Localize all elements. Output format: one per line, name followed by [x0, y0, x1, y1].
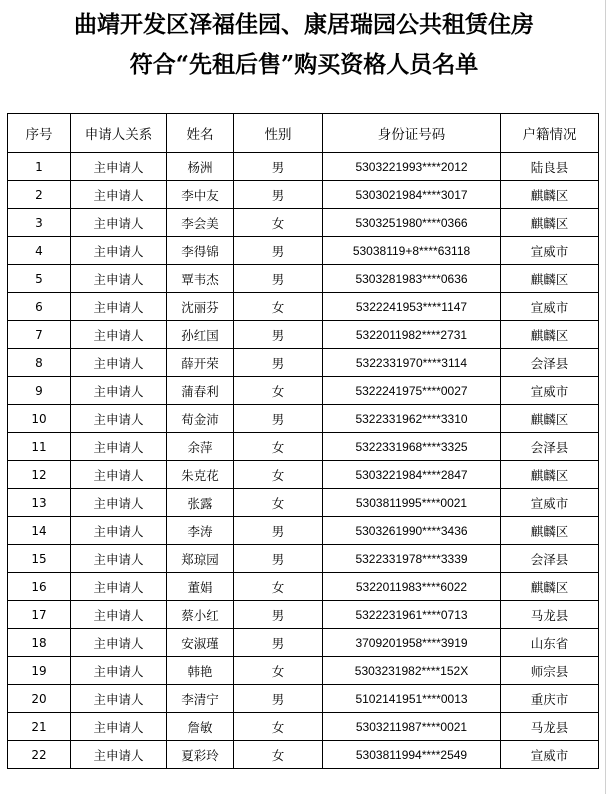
- cell-relation: 主申请人: [71, 405, 167, 433]
- cell-household: 会泽县: [501, 433, 599, 461]
- table-row: [8, 237, 599, 265]
- table-row: [8, 713, 599, 741]
- cell-index: 20: [8, 685, 71, 713]
- table-row: [8, 377, 599, 405]
- header-gender: 性别: [234, 114, 323, 153]
- cell-name: 李会美: [167, 209, 234, 237]
- document-title-line-1: 曲靖开发区泽福佳园、康居瑞园公共租赁住房: [74, 11, 534, 38]
- table-header-row: [8, 114, 599, 153]
- cell-id-number: 5303281983****0636: [323, 265, 501, 293]
- cell-relation: 主申请人: [71, 489, 167, 517]
- table-row: [8, 573, 599, 601]
- cell-gender: 男: [234, 517, 323, 545]
- cell-name: 李清宁: [167, 685, 234, 713]
- cell-household: 陆良县: [501, 153, 599, 181]
- cell-gender: 女: [234, 461, 323, 489]
- cell-gender: 男: [234, 265, 323, 293]
- cell-index: 21: [8, 713, 71, 741]
- cell-gender: 男: [234, 545, 323, 573]
- eligibility-table: [7, 113, 599, 769]
- cell-name: 孙红国: [167, 321, 234, 349]
- cell-id-number: 5303811995****0021: [323, 489, 501, 517]
- cell-household: 麒麟区: [501, 573, 599, 601]
- cell-household: 师宗县: [501, 657, 599, 685]
- cell-id-number: 5303251980****0366: [323, 209, 501, 237]
- cell-id-number: 5303211987****0021: [323, 713, 501, 741]
- header-household: 户籍情况: [501, 114, 599, 153]
- cell-gender: 男: [234, 601, 323, 629]
- cell-relation: 主申请人: [71, 321, 167, 349]
- cell-household: 麒麟区: [501, 265, 599, 293]
- cell-gender: 男: [234, 321, 323, 349]
- cell-gender: 女: [234, 741, 323, 769]
- document-title-line-2: 符合“先租后售”购买资格人员名单: [129, 51, 479, 78]
- cell-household: 马龙县: [501, 601, 599, 629]
- cell-index: 12: [8, 461, 71, 489]
- cell-household: 麒麟区: [501, 461, 599, 489]
- cell-household: 山东省: [501, 629, 599, 657]
- cell-relation: 主申请人: [71, 153, 167, 181]
- cell-index: 1: [8, 153, 71, 181]
- cell-relation: 主申请人: [71, 573, 167, 601]
- cell-id-number: 5303811994****2549: [323, 741, 501, 769]
- cell-relation: 主申请人: [71, 349, 167, 377]
- header-index: 序号: [8, 114, 71, 153]
- cell-name: 韩艳: [167, 657, 234, 685]
- cell-id-number: 5303261990****3436: [323, 517, 501, 545]
- cell-id-number: 3709201958****3919: [323, 629, 501, 657]
- cell-index: 10: [8, 405, 71, 433]
- cell-gender: 女: [234, 573, 323, 601]
- table-row: [8, 349, 599, 377]
- cell-name: 李得锦: [167, 237, 234, 265]
- cell-relation: 主申请人: [71, 657, 167, 685]
- cell-gender: 女: [234, 293, 323, 321]
- cell-household: 麒麟区: [501, 209, 599, 237]
- cell-id-number: 5322241975****0027: [323, 377, 501, 405]
- cell-gender: 男: [234, 349, 323, 377]
- cell-index: 13: [8, 489, 71, 517]
- cell-name: 朱克花: [167, 461, 234, 489]
- cell-id-number: 5322241953****1147: [323, 293, 501, 321]
- cell-id-number: 5322331970****3114: [323, 349, 501, 377]
- cell-id-number: 5102141951****0013: [323, 685, 501, 713]
- cell-index: 9: [8, 377, 71, 405]
- cell-name: 荀金沛: [167, 405, 234, 433]
- cell-index: 3: [8, 209, 71, 237]
- cell-gender: 男: [234, 181, 323, 209]
- cell-relation: 主申请人: [71, 293, 167, 321]
- table-row: [8, 741, 599, 769]
- cell-index: 17: [8, 601, 71, 629]
- cell-name: 郑琼园: [167, 545, 234, 573]
- cell-id-number: 5322231961****0713: [323, 601, 501, 629]
- cell-id-number: 5303221993****2012: [323, 153, 501, 181]
- cell-name: 覃韦杰: [167, 265, 234, 293]
- header-name: 姓名: [167, 114, 234, 153]
- cell-id-number: 53038119+8****63118: [323, 237, 501, 265]
- cell-relation: 主申请人: [71, 629, 167, 657]
- cell-id-number: 5303021984****3017: [323, 181, 501, 209]
- table-row: [8, 545, 599, 573]
- table-row: [8, 153, 599, 181]
- cell-household: 马龙县: [501, 713, 599, 741]
- table-row: [8, 461, 599, 489]
- cell-household: 宣威市: [501, 377, 599, 405]
- table-row: [8, 209, 599, 237]
- cell-gender: 男: [234, 629, 323, 657]
- cell-relation: 主申请人: [71, 265, 167, 293]
- cell-name: 薛开荣: [167, 349, 234, 377]
- cell-gender: 男: [234, 685, 323, 713]
- cell-index: 6: [8, 293, 71, 321]
- cell-name: 蔡小红: [167, 601, 234, 629]
- cell-gender: 女: [234, 657, 323, 685]
- cell-index: 14: [8, 517, 71, 545]
- header-relation: 申请人关系: [71, 114, 167, 153]
- table-row: [8, 321, 599, 349]
- cell-gender: 男: [234, 153, 323, 181]
- cell-gender: 女: [234, 713, 323, 741]
- cell-id-number: 5322011982****2731: [323, 321, 501, 349]
- cell-household: 重庆市: [501, 685, 599, 713]
- cell-index: 2: [8, 181, 71, 209]
- cell-index: 5: [8, 265, 71, 293]
- cell-gender: 女: [234, 377, 323, 405]
- cell-gender: 男: [234, 237, 323, 265]
- cell-household: 麒麟区: [501, 181, 599, 209]
- cell-name: 夏彩玲: [167, 741, 234, 769]
- header-id-number: 身份证号码: [323, 114, 501, 153]
- cell-relation: 主申请人: [71, 601, 167, 629]
- table-row: [8, 685, 599, 713]
- cell-name: 李涛: [167, 517, 234, 545]
- cell-relation: 主申请人: [71, 433, 167, 461]
- cell-gender: 男: [234, 405, 323, 433]
- cell-household: 宣威市: [501, 237, 599, 265]
- table-row: [8, 405, 599, 433]
- cell-household: 会泽县: [501, 349, 599, 377]
- cell-index: 22: [8, 741, 71, 769]
- table-row: [8, 293, 599, 321]
- cell-name: 蒲春利: [167, 377, 234, 405]
- cell-relation: 主申请人: [71, 741, 167, 769]
- cell-name: 张露: [167, 489, 234, 517]
- cell-id-number: 5322331968****3325: [323, 433, 501, 461]
- cell-name: 李中友: [167, 181, 234, 209]
- cell-household: 会泽县: [501, 545, 599, 573]
- cell-id-number: 5322011983****6022: [323, 573, 501, 601]
- cell-index: 19: [8, 657, 71, 685]
- cell-household: 宣威市: [501, 489, 599, 517]
- cell-index: 16: [8, 573, 71, 601]
- cell-name: 詹敏: [167, 713, 234, 741]
- cell-household: 麒麟区: [501, 321, 599, 349]
- cell-id-number: 5322331978****3339: [323, 545, 501, 573]
- cell-household: 宣威市: [501, 293, 599, 321]
- table-row: [8, 601, 599, 629]
- table-row: [8, 433, 599, 461]
- cell-household: 宣威市: [501, 741, 599, 769]
- cell-name: 沈丽芬: [167, 293, 234, 321]
- cell-gender: 女: [234, 489, 323, 517]
- cell-name: 董娟: [167, 573, 234, 601]
- cell-id-number: 5322331962****3310: [323, 405, 501, 433]
- cell-name: 安淑瑾: [167, 629, 234, 657]
- cell-relation: 主申请人: [71, 461, 167, 489]
- cell-relation: 主申请人: [71, 181, 167, 209]
- cell-index: 18: [8, 629, 71, 657]
- cell-index: 8: [8, 349, 71, 377]
- cell-relation: 主申请人: [71, 517, 167, 545]
- cell-gender: 女: [234, 433, 323, 461]
- cell-relation: 主申请人: [71, 713, 167, 741]
- cell-index: 4: [8, 237, 71, 265]
- cell-index: 15: [8, 545, 71, 573]
- cell-relation: 主申请人: [71, 209, 167, 237]
- page-edge-divider: [605, 0, 606, 794]
- cell-index: 7: [8, 321, 71, 349]
- cell-relation: 主申请人: [71, 545, 167, 573]
- table-row: [8, 657, 599, 685]
- cell-name: 杨洲: [167, 153, 234, 181]
- table-row: [8, 489, 599, 517]
- table-row: [8, 517, 599, 545]
- table-row: [8, 629, 599, 657]
- cell-relation: 主申请人: [71, 237, 167, 265]
- cell-household: 麒麟区: [501, 517, 599, 545]
- cell-id-number: 5303221984****2847: [323, 461, 501, 489]
- cell-relation: 主申请人: [71, 685, 167, 713]
- cell-name: 余萍: [167, 433, 234, 461]
- cell-index: 11: [8, 433, 71, 461]
- table-row: [8, 265, 599, 293]
- table-row: [8, 181, 599, 209]
- cell-gender: 女: [234, 209, 323, 237]
- cell-id-number: 5303231982****152X: [323, 657, 501, 685]
- cell-household: 麒麟区: [501, 405, 599, 433]
- cell-relation: 主申请人: [71, 377, 167, 405]
